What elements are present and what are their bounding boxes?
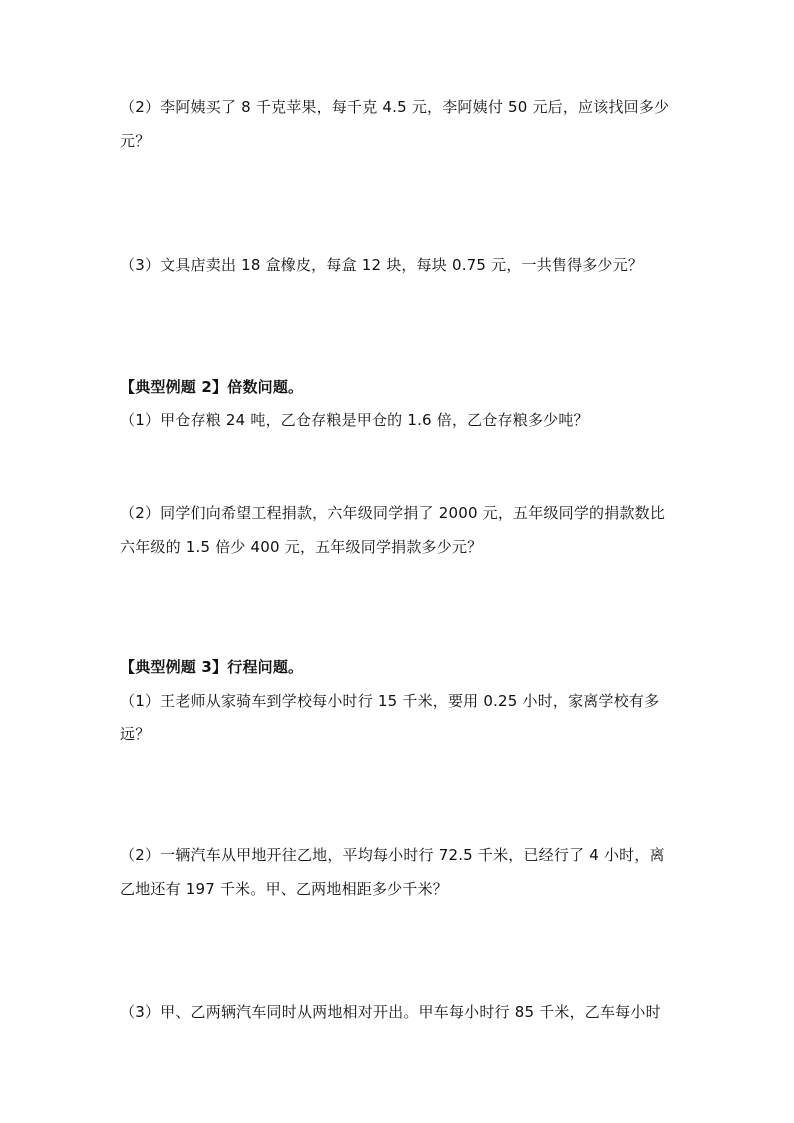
problem-2-line-2: 元？ <box>120 132 151 150</box>
example-2-problem-2-line-1: （2）同学们向希望工程捐款，六年级同学捐了 2000 元，五年级同学的捐款数比 <box>120 504 666 522</box>
example-3-heading: 【典型例题 3】行程问题。 <box>120 658 304 676</box>
example-3-problem-2-line-1: （2）一辆汽车从甲地开往乙地，平均每小时行 72.5 千米，已经行了 4 小时，离 <box>120 846 665 864</box>
example-2-problem-2-line-2: 六年级的 1.5 倍少 400 元，五年级同学捐款多少元？ <box>120 538 483 556</box>
example-3-problem-3-line-1: （3）甲、乙两辆汽车同时从两地相对开出。甲车每小时行 85 千米，乙车每小时 <box>120 1003 661 1021</box>
example-2-problem-1: （1）甲仓存粮 24 吨，乙仓存粮是甲仓的 1.6 倍，乙仓存粮多少吨？ <box>120 411 589 429</box>
example-3-problem-2-line-2: 乙地还有 197 千米。甲、乙两地相距多少千米？ <box>120 880 448 898</box>
problem-2-line-1: （2）李阿姨买了 8 千克苹果，每千克 4.5 元，李阿姨付 50 元后，应该找回多少 <box>120 98 670 116</box>
example-3-problem-1-line-1: （1）王老师从家骑车到学校每小时行 15 千米，要用 0.25 小时，家离学校有多 <box>120 692 660 710</box>
example-3-problem-1-line-2: 远？ <box>120 725 151 743</box>
example-2-heading: 【典型例题 2】倍数问题。 <box>120 378 304 396</box>
problem-3-line-1: （3）文具店卖出 18 盒橡皮，每盒 12 块，每块 0.75 元，一共售得多少元？ <box>120 256 644 274</box>
